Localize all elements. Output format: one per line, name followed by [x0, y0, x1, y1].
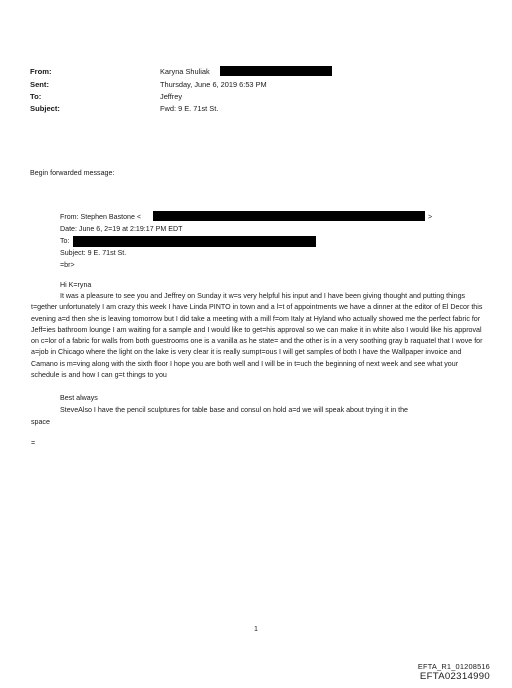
subject-value: Fwd: 9 E. 71st St. [160, 104, 219, 113]
fwd-date: Date: June 6, 2=19 at 2:19:17 PM EDT [60, 225, 183, 233]
footer-id-1: EFTA_R1_01208516 [417, 662, 490, 671]
fwd-br: =br> [60, 261, 75, 269]
redaction-bar [153, 211, 425, 221]
greeting: Hi K=ryna [60, 281, 92, 289]
fwd-from-close: > [428, 213, 433, 221]
subject-label: Subject: [30, 104, 60, 113]
redaction-bar [220, 66, 332, 76]
from-value: Karyna Shuliak [160, 67, 210, 76]
to-label: To: [30, 92, 42, 101]
fwd-from: From: Stephen Bastone < [60, 213, 142, 221]
to-value: Jeffrey [160, 92, 183, 101]
sent-label: Sent: [30, 80, 49, 89]
fwd-to: To: [60, 237, 70, 245]
message-paragraph: It was a pleasure to see you and Jeffrey on Sunday it w=s very helpful his input and I have been giving thought and putting things t=gether unfortunately I am crazy this week I have Linda PINTO in town and a l=t of appointments we have a dinner at the editor of El Decor this evening a=d then she is leaving tomorrow but I did take a meeting with a mill f=om Italy at Hyland who actually showed me the perfect fabric for Jeff=ies bathroom lounge I am waiting for a sample and I would like to get=his approval so we can make it in white also I would like his approval on c=lor of a fabric for walls from both guestrooms one is a vanilla as he state= and the other is in a very soothing gray b raquatel that I wove for a=job in Chicago where the light on the lake is very clear it is really sumpt=ous I will get samples of both I have the Wallpaper invoice and Camano is m=ving along with the sixth floor I hope you are both well and I will be in t=uch the beginning of next week and see what your schedule is and how I can g=t things to you [31, 292, 483, 380]
page-number: 1 [254, 625, 258, 633]
fwd-subject: Subject: 9 E. 71st St. [60, 249, 127, 257]
closing: Best always [60, 394, 98, 402]
footer-id-2: EFTA02314990 [419, 671, 490, 682]
forward-intro: Begin forwarded message: [30, 169, 115, 177]
redaction-bar [73, 236, 316, 247]
space-word: space [31, 418, 50, 426]
signoff: SteveAlso I have the pencil sculptures for table base and consul on hold a=d we will speak about trying it in the [60, 406, 409, 414]
sent-value: Thursday, June 6, 2019 6:53 PM [160, 80, 267, 89]
from-label: From: [30, 67, 52, 76]
equals-sign: = [31, 439, 36, 447]
